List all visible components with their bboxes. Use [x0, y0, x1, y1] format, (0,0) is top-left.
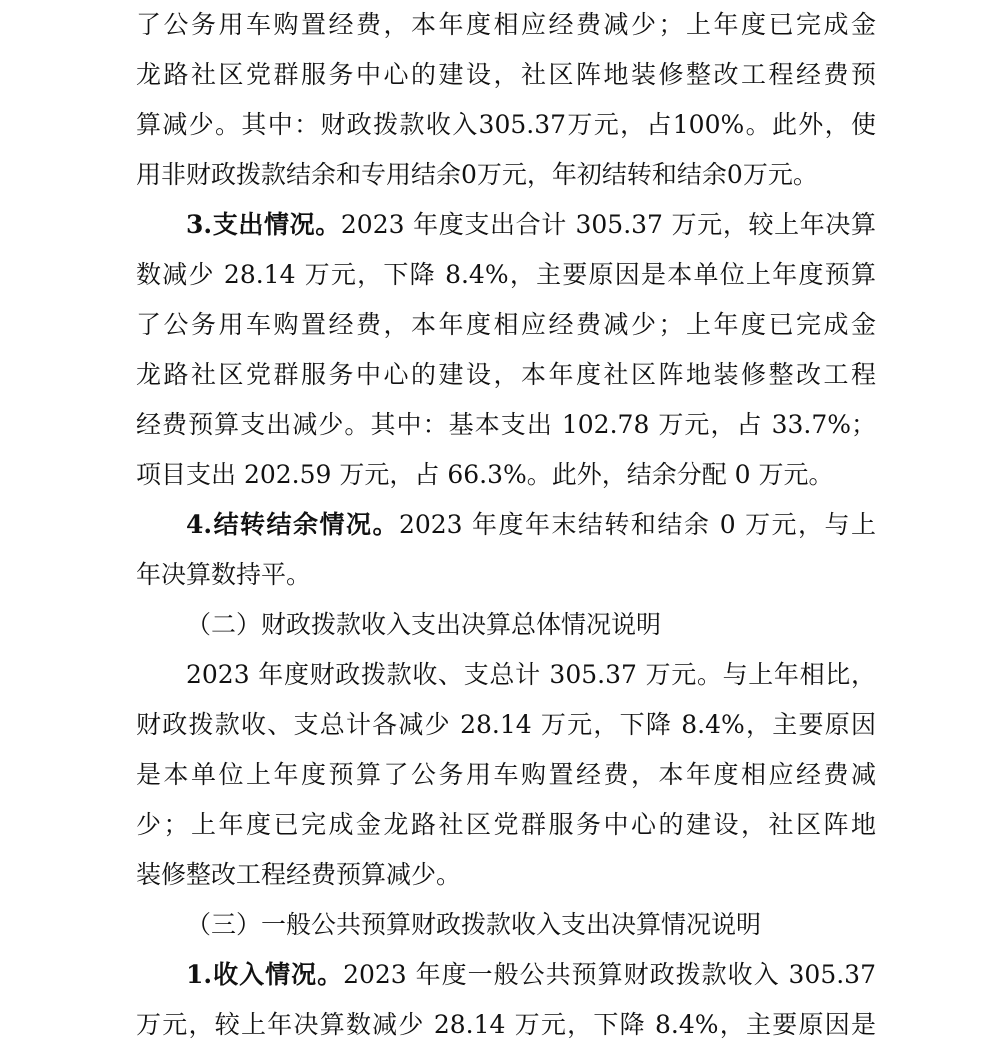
body-text-line: 了公务用车购置经费，本年度相应经费减少；上年度已完成金	[136, 310, 876, 339]
body-text-line: 数减少 28.14 万元，下降 8.4%，主要原因是本单位上年度预算	[136, 260, 876, 289]
section-lead: 1.收入情况。	[186, 960, 344, 989]
section-expenditure-first-line	[186, 200, 876, 250]
section-income-first-line	[186, 950, 876, 1000]
section-text: 2023 年度年末结转和结余 0 万元，与上	[398, 510, 877, 539]
section-lead: 4.结转结余情况。	[186, 510, 399, 539]
body-text-line: 2023 年度财政拨款收、支总计 305.37 万元。与上年相比，	[186, 660, 876, 689]
body-text-line: 万元，较上年决算数减少 28.14 万元，下降 8.4%，主要原因是	[136, 1010, 876, 1039]
body-text-line: 财政拨款收、支总计各减少 28.14 万元，下降 8.4%，主要原因	[136, 710, 876, 739]
body-text-line: 少；上年度已完成金龙路社区党群服务中心的建设，社区阵地	[136, 810, 876, 839]
section-heading: （三）一般公共预算财政拨款收入支出决算情况说明	[186, 910, 762, 939]
section-heading: （二）财政拨款收入支出决算总体情况说明	[186, 610, 662, 639]
body-text-line: 龙路社区党群服务中心的建设，社区阵地装修整改工程经费预	[136, 60, 876, 89]
section-text: 2023 年度支出合计 305.37 万元，较上年决算	[340, 210, 876, 239]
body-text-line: 年决算数持平。	[136, 560, 312, 589]
section-carryover-first-line	[186, 500, 876, 550]
body-text-line: 经费预算支出减少。其中：基本支出 102.78 万元，占 33.7%；	[136, 410, 876, 439]
body-text-line: 装修整改工程经费预算减少。	[136, 860, 462, 889]
body-text-line: 了公务用车购置经费，本年度相应经费减少；上年度已完成金	[136, 10, 876, 39]
section-lead: 3.支出情况。	[186, 210, 341, 239]
body-text-line: 是本单位上年度预算了公务用车购置经费，本年度相应经费减	[136, 760, 876, 789]
body-text-line: 龙路社区党群服务中心的建设，本年度社区阵地装修整改工程	[136, 360, 876, 389]
body-text-line: 算减少。其中：财政拨款收入305.37万元，占100%。此外，使	[136, 110, 876, 139]
body-text-line: 项目支出 202.59 万元，占 66.3%。此外，结余分配 0 万元。	[136, 460, 834, 489]
section-text: 2023 年度一般公共预算财政拨款收入 305.37	[343, 960, 876, 989]
body-text-line: 用非财政拨款结余和专用结余0万元，年初结转和结余0万元。	[136, 160, 818, 189]
